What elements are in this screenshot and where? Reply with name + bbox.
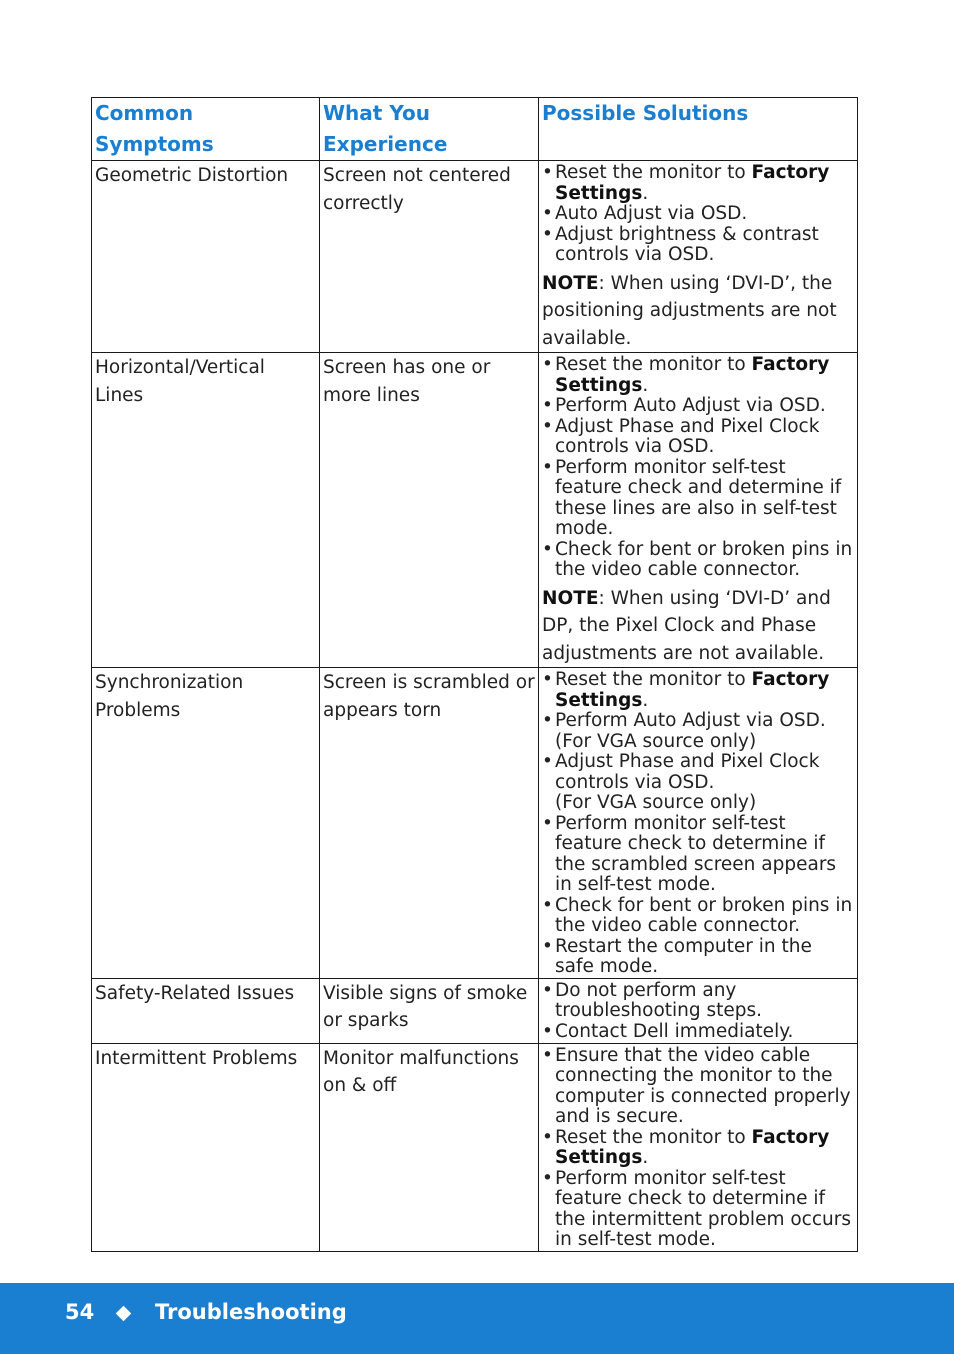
factory-settings-term: Factory Settings — [555, 162, 830, 204]
solution-item — [542, 355, 855, 396]
note-label: NOTE — [542, 587, 599, 609]
note-label: NOTE — [542, 272, 599, 294]
solution-item — [542, 204, 855, 225]
solution-text: Perform Auto Adjust via OSD. — [555, 710, 826, 731]
solutions-list — [542, 163, 855, 266]
solution-item — [542, 417, 855, 458]
solution-item — [542, 896, 855, 937]
solution-subtext: (For VGA source only) — [555, 792, 757, 813]
solution-text: Restart the computer in the safe mode. — [555, 935, 812, 977]
solution-item — [542, 540, 855, 581]
solution-text: Adjust brightness & contrast controls via OSD. — [555, 223, 819, 265]
header-possible-solutions: Possible Solutions — [539, 98, 858, 161]
experience-cell: Monitor malfunctions on & off — [320, 1043, 539, 1251]
table-row — [92, 1043, 858, 1251]
section-title: Troubleshooting — [155, 1300, 347, 1324]
solution-item — [542, 1169, 855, 1251]
table-body — [92, 161, 858, 1252]
troubleshooting-table — [91, 97, 858, 1252]
solution-item — [542, 981, 855, 1022]
note — [542, 270, 855, 353]
table-row — [92, 353, 858, 668]
solution-text: Contact Dell immediately. — [555, 1020, 794, 1042]
solution-item — [542, 163, 855, 204]
symptom-cell: Geometric Distortion — [92, 161, 320, 353]
solutions-cell — [539, 668, 858, 979]
solution-item — [542, 225, 855, 266]
solution-item — [542, 1022, 855, 1043]
diamond-icon — [116, 1306, 132, 1322]
table-row — [92, 668, 858, 979]
solutions-cell — [539, 978, 858, 1043]
solution-item — [542, 752, 855, 814]
solution-text: . — [642, 182, 649, 204]
experience-cell: Screen has one or more lines — [320, 353, 539, 668]
solution-text: Adjust Phase and Pixel Clock controls via OSD. — [555, 415, 820, 457]
solution-item — [542, 711, 855, 752]
solution-item — [542, 458, 855, 540]
solution-text: Reset the monitor to — [555, 669, 752, 690]
solution-text: Perform Auto Adjust via OSD. — [555, 395, 826, 416]
solution-text: Reset the monitor to — [555, 354, 752, 375]
solution-text: Adjust Phase and Pixel Clock controls via OSD. — [555, 751, 820, 793]
solution-text: Ensure that the video cable connecting the monitor to the computer is connected properly and is secure. — [555, 1044, 851, 1127]
factory-settings-term: Factory Settings — [555, 354, 830, 396]
solution-item — [542, 396, 855, 417]
note-text: : When using ‘DVI-D’ and DP, the Pixel Clock and Phase adjustments are not available. — [542, 587, 831, 664]
page-number: 54 — [65, 1300, 95, 1324]
solution-text: Check for bent or broken pins in the video cable connector. — [555, 538, 853, 580]
table-row — [92, 978, 858, 1043]
solution-item — [542, 1046, 855, 1128]
page-footer — [0, 1283, 954, 1354]
factory-settings-term: Factory Settings — [555, 1126, 830, 1168]
solution-text: Check for bent or broken pins in the video cable connector. — [555, 894, 853, 936]
solutions-cell — [539, 1043, 858, 1251]
experience-cell: Screen not centered correctly — [320, 161, 539, 353]
note-text: : When using ‘DVI-D’, the positioning adjustments are not available. — [542, 272, 837, 349]
factory-settings-term: Factory Settings — [555, 669, 830, 711]
solution-text: Reset the monitor to — [555, 162, 752, 183]
symptom-cell: Synchronization Problems — [92, 668, 320, 979]
solutions-cell — [539, 161, 858, 353]
solutions-cell — [539, 353, 858, 668]
solution-text: Auto Adjust via OSD. — [555, 203, 748, 224]
symptom-cell: Intermittent Problems — [92, 1043, 320, 1251]
header-common-symptoms: Common Symptoms — [92, 98, 320, 161]
solutions-list — [542, 981, 855, 1043]
solution-text: . — [642, 1147, 649, 1168]
note — [542, 585, 855, 668]
solution-text: . — [642, 689, 649, 711]
solutions-list — [542, 670, 855, 978]
solution-item — [542, 1128, 855, 1169]
experience-cell: Visible signs of smoke or sparks — [320, 978, 539, 1043]
experience-cell: Screen is scrambled or appears torn — [320, 668, 539, 979]
symptom-cell: Safety-Related Issues — [92, 978, 320, 1043]
solution-subtext: (For VGA source only) — [555, 730, 757, 752]
solution-text: Perform monitor self-test feature check to determine if the intermittent problem occurs in self-test mode. — [555, 1167, 851, 1250]
solution-text: . — [642, 374, 649, 396]
solution-item — [542, 814, 855, 896]
table-header-row — [92, 98, 858, 161]
solutions-list — [542, 355, 855, 581]
symptom-cell: Horizontal/Vertical Lines — [92, 353, 320, 668]
solution-text: Perform monitor self-test feature check and determine if these lines are also in self-test mode. — [555, 456, 842, 539]
solution-text: Reset the monitor to — [555, 1126, 752, 1148]
solutions-list — [542, 1046, 855, 1251]
solution-item — [542, 670, 855, 711]
solution-text: Do not perform any troubleshooting steps. — [555, 979, 763, 1021]
solution-item — [542, 937, 855, 978]
header-what-you-experience: What You Experience — [320, 98, 539, 161]
solution-text: Perform monitor self-test feature check to determine if the scrambled screen appears in self-test mode. — [555, 812, 837, 895]
table-row — [92, 161, 858, 353]
